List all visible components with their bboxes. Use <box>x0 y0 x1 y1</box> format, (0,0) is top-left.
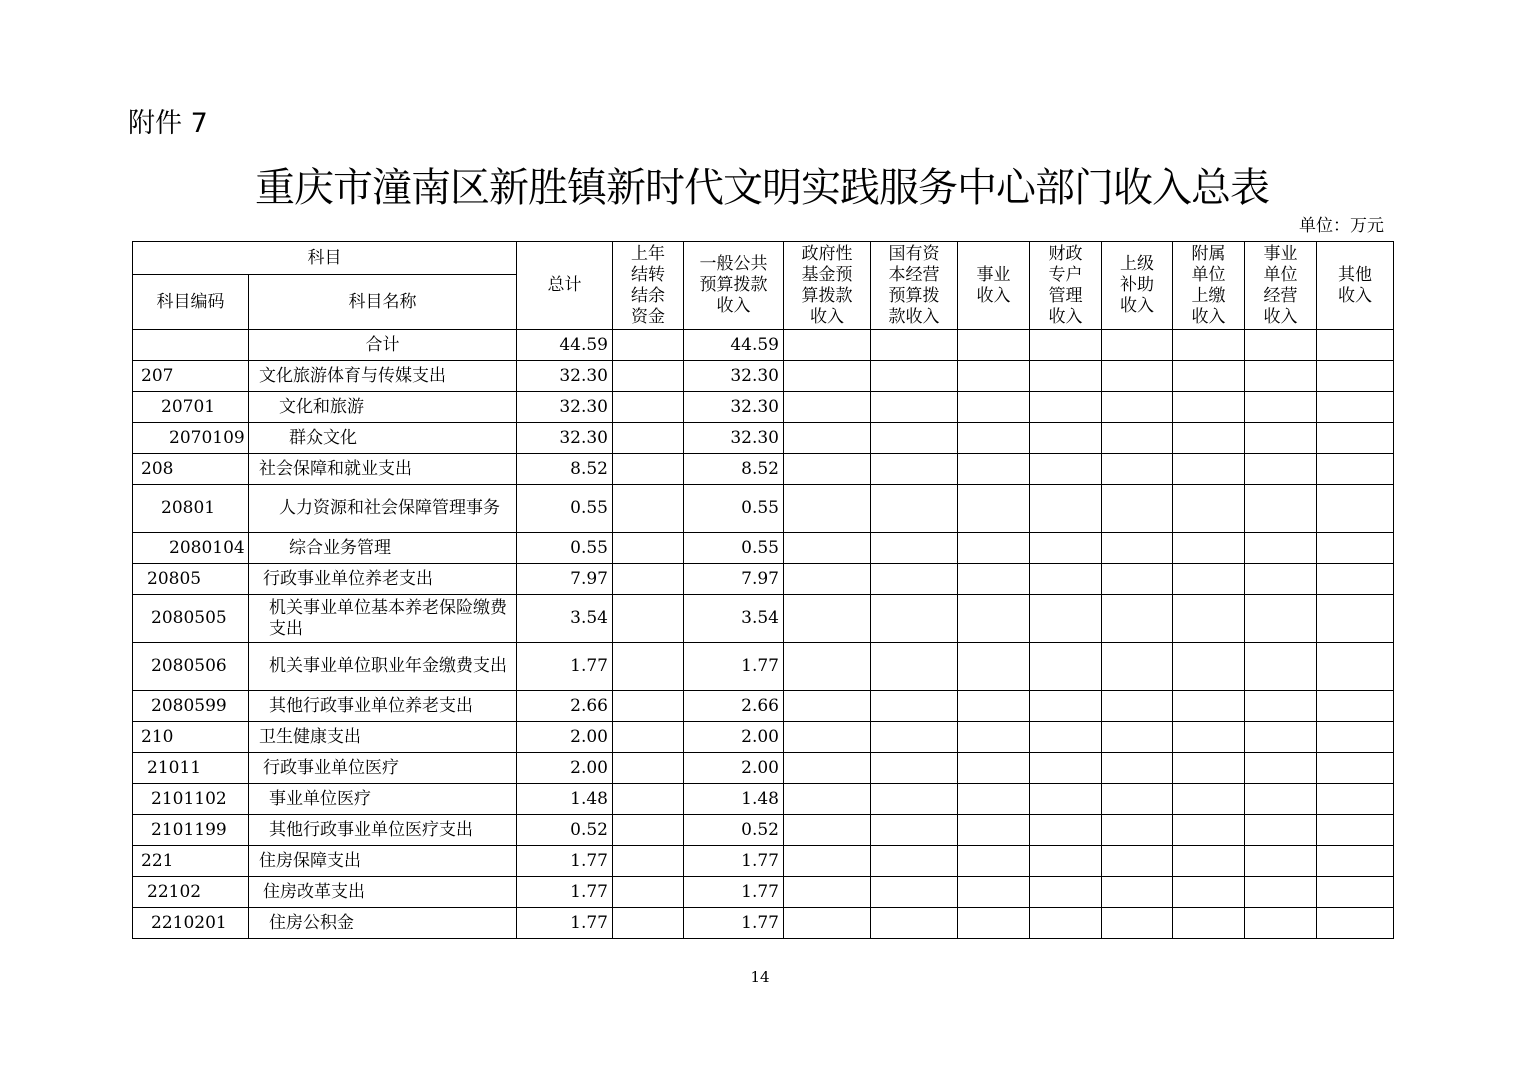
subject-code-cell: 207 <box>133 361 249 392</box>
empty-income-cell <box>958 485 1030 533</box>
empty-income-cell <box>1317 643 1394 691</box>
total-cell: 1.77 <box>517 877 613 908</box>
empty-income-cell <box>958 722 1030 753</box>
subject-code-cell: 208 <box>133 454 249 485</box>
table-row <box>133 908 1394 939</box>
table-row <box>133 423 1394 454</box>
empty-income-cell <box>871 361 958 392</box>
subject-code-cell: 210 <box>133 722 249 753</box>
empty-income-cell <box>958 533 1030 564</box>
empty-income-cell <box>1317 846 1394 877</box>
general-budget-cell: 3.54 <box>684 595 784 643</box>
subject-name-cell: 社会保障和就业支出 <box>249 454 517 485</box>
subject-name-cell: 文化和旅游 <box>249 392 517 423</box>
empty-income-cell <box>1245 691 1317 722</box>
empty-income-cell <box>1317 392 1394 423</box>
subject-code-cell: 21011 <box>133 753 249 784</box>
empty-income-cell <box>784 784 871 815</box>
empty-income-cell <box>1102 533 1173 564</box>
general-budget-cell: 32.30 <box>684 392 784 423</box>
empty-income-cell <box>1173 533 1245 564</box>
empty-income-cell <box>784 595 871 643</box>
empty-income-cell <box>1245 423 1317 454</box>
empty-income-cell <box>1317 330 1394 361</box>
empty-income-cell <box>784 454 871 485</box>
empty-income-cell <box>871 423 958 454</box>
subject-code-cell: 2210201 <box>133 908 249 939</box>
subject-name-cell: 其他行政事业单位养老支出 <box>249 691 517 722</box>
empty-income-cell <box>1102 361 1173 392</box>
empty-income-cell <box>784 722 871 753</box>
carryover-cell <box>613 877 684 908</box>
empty-income-cell <box>958 330 1030 361</box>
table-row <box>133 815 1394 846</box>
attachment-label: 附件 7 <box>128 108 208 139</box>
header-subject: 科目 <box>133 242 517 275</box>
subject-code-cell: 20701 <box>133 392 249 423</box>
empty-income-cell <box>871 330 958 361</box>
empty-income-cell <box>1030 485 1102 533</box>
subject-code-cell: 2101102 <box>133 784 249 815</box>
table-row <box>133 330 1394 361</box>
carryover-cell <box>613 908 684 939</box>
table-row <box>133 392 1394 423</box>
empty-income-cell <box>1173 330 1245 361</box>
carryover-cell <box>613 722 684 753</box>
empty-income-cell <box>1245 361 1317 392</box>
empty-income-cell <box>1245 643 1317 691</box>
empty-income-cell <box>1102 392 1173 423</box>
general-budget-cell: 2.00 <box>684 753 784 784</box>
empty-income-cell <box>784 815 871 846</box>
subject-code-cell: 2070109 <box>133 423 249 454</box>
empty-income-cell <box>784 533 871 564</box>
empty-income-cell <box>1317 485 1394 533</box>
empty-income-cell <box>958 454 1030 485</box>
income-summary-table <box>132 241 1394 939</box>
empty-income-cell <box>1102 423 1173 454</box>
empty-income-cell <box>1317 691 1394 722</box>
empty-income-cell <box>871 815 958 846</box>
empty-income-cell <box>1245 564 1317 595</box>
table-row <box>133 846 1394 877</box>
general-budget-cell: 2.00 <box>684 722 784 753</box>
empty-income-cell <box>1173 753 1245 784</box>
empty-income-cell <box>871 908 958 939</box>
empty-income-cell <box>1173 361 1245 392</box>
empty-income-cell <box>1102 691 1173 722</box>
table-row <box>133 753 1394 784</box>
total-cell: 8.52 <box>517 454 613 485</box>
empty-income-cell <box>1245 815 1317 846</box>
empty-income-cell <box>871 877 958 908</box>
empty-income-cell <box>1030 392 1102 423</box>
empty-income-cell <box>1317 908 1394 939</box>
table-row <box>133 595 1394 643</box>
subject-name-cell: 其他行政事业单位医疗支出 <box>249 815 517 846</box>
empty-income-cell <box>1317 753 1394 784</box>
empty-income-cell <box>1245 722 1317 753</box>
total-cell: 44.59 <box>517 330 613 361</box>
empty-income-cell <box>1317 877 1394 908</box>
empty-income-cell <box>784 330 871 361</box>
table-body <box>133 330 1394 939</box>
empty-income-cell <box>1317 533 1394 564</box>
empty-income-cell <box>958 908 1030 939</box>
table-row <box>133 361 1394 392</box>
empty-income-cell <box>784 908 871 939</box>
subject-name-cell: 卫生健康支出 <box>249 722 517 753</box>
carryover-cell <box>613 564 684 595</box>
general-budget-cell: 1.48 <box>684 784 784 815</box>
empty-income-cell <box>1102 908 1173 939</box>
subject-name-cell: 事业单位医疗 <box>249 784 517 815</box>
empty-income-cell <box>1245 846 1317 877</box>
empty-income-cell <box>1245 533 1317 564</box>
empty-income-cell <box>1317 564 1394 595</box>
empty-income-cell <box>1030 815 1102 846</box>
header-state-capital: 国有资 本经营 预算拨 款收入 <box>871 242 958 330</box>
empty-income-cell <box>1173 485 1245 533</box>
page-title: 重庆市潼南区新胜镇新时代文明实践服务中心部门收入总表 <box>255 165 1269 211</box>
empty-income-cell <box>1102 643 1173 691</box>
empty-income-cell <box>871 691 958 722</box>
subject-name-cell: 住房保障支出 <box>249 846 517 877</box>
subject-name-cell: 文化旅游体育与传媒支出 <box>249 361 517 392</box>
total-cell: 0.52 <box>517 815 613 846</box>
empty-income-cell <box>784 485 871 533</box>
empty-income-cell <box>1102 784 1173 815</box>
empty-income-cell <box>1317 361 1394 392</box>
subject-name-cell: 行政事业单位养老支出 <box>249 564 517 595</box>
general-budget-cell: 44.59 <box>684 330 784 361</box>
total-cell: 0.55 <box>517 533 613 564</box>
empty-income-cell <box>871 392 958 423</box>
subject-name-cell: 群众文化 <box>249 423 517 454</box>
general-budget-cell: 1.77 <box>684 908 784 939</box>
empty-income-cell <box>1317 595 1394 643</box>
header-total: 总计 <box>517 242 613 330</box>
empty-income-cell <box>1173 784 1245 815</box>
carryover-cell <box>613 361 684 392</box>
header-fiscal-account: 财政 专户 管理 收入 <box>1030 242 1102 330</box>
unit-label: 单位：万元 <box>1299 216 1384 236</box>
empty-income-cell <box>1102 753 1173 784</box>
total-cell: 32.30 <box>517 392 613 423</box>
header-business-income: 事业 收入 <box>958 242 1030 330</box>
empty-income-cell <box>784 392 871 423</box>
empty-income-cell <box>1245 330 1317 361</box>
empty-income-cell <box>958 753 1030 784</box>
empty-income-cell <box>871 533 958 564</box>
empty-income-cell <box>1102 330 1173 361</box>
empty-income-cell <box>1030 643 1102 691</box>
empty-income-cell <box>871 643 958 691</box>
empty-income-cell <box>1173 877 1245 908</box>
empty-income-cell <box>1173 846 1245 877</box>
empty-income-cell <box>1173 722 1245 753</box>
empty-income-cell <box>958 392 1030 423</box>
empty-income-cell <box>1245 784 1317 815</box>
subject-code-cell: 2080506 <box>133 643 249 691</box>
empty-income-cell <box>1245 454 1317 485</box>
empty-income-cell <box>1030 423 1102 454</box>
subject-code-cell: 2080505 <box>133 595 249 643</box>
empty-income-cell <box>871 722 958 753</box>
total-cell: 0.55 <box>517 485 613 533</box>
empty-income-cell <box>1102 815 1173 846</box>
empty-income-cell <box>958 691 1030 722</box>
empty-income-cell <box>1245 753 1317 784</box>
carryover-cell <box>613 691 684 722</box>
table-row <box>133 784 1394 815</box>
empty-income-cell <box>958 361 1030 392</box>
empty-income-cell <box>1173 423 1245 454</box>
total-cell: 3.54 <box>517 595 613 643</box>
empty-income-cell <box>1173 564 1245 595</box>
general-budget-cell: 0.55 <box>684 533 784 564</box>
empty-income-cell <box>784 564 871 595</box>
carryover-cell <box>613 753 684 784</box>
empty-income-cell <box>1030 533 1102 564</box>
empty-income-cell <box>871 784 958 815</box>
carryover-cell <box>613 533 684 564</box>
carryover-cell <box>613 595 684 643</box>
empty-income-cell <box>871 564 958 595</box>
carryover-cell <box>613 643 684 691</box>
empty-income-cell <box>1102 454 1173 485</box>
header-affiliated-remit: 附属 单位 上缴 收入 <box>1173 242 1245 330</box>
empty-income-cell <box>784 643 871 691</box>
header-subject-code: 科目编码 <box>133 275 249 330</box>
subject-name-cell: 行政事业单位医疗 <box>249 753 517 784</box>
table-row <box>133 643 1394 691</box>
empty-income-cell <box>1173 691 1245 722</box>
general-budget-cell: 32.30 <box>684 423 784 454</box>
empty-income-cell <box>958 846 1030 877</box>
empty-income-cell <box>1102 722 1173 753</box>
empty-income-cell <box>784 753 871 784</box>
general-budget-cell: 32.30 <box>684 361 784 392</box>
empty-income-cell <box>784 877 871 908</box>
header-carryover: 上年 结转 结余 资金 <box>613 242 684 330</box>
general-budget-cell: 1.77 <box>684 643 784 691</box>
general-budget-cell: 1.77 <box>684 846 784 877</box>
subject-name-cell: 住房改革支出 <box>249 877 517 908</box>
empty-income-cell <box>1030 330 1102 361</box>
total-cell: 1.48 <box>517 784 613 815</box>
empty-income-cell <box>871 485 958 533</box>
subject-code-cell: 2101199 <box>133 815 249 846</box>
empty-income-cell <box>871 595 958 643</box>
empty-income-cell <box>1317 784 1394 815</box>
total-cell: 7.97 <box>517 564 613 595</box>
carryover-cell <box>613 330 684 361</box>
header-superior-subsidy: 上级 补助 收入 <box>1102 242 1173 330</box>
carryover-cell <box>613 846 684 877</box>
empty-income-cell <box>958 595 1030 643</box>
header-business-operation: 事业 单位 经营 收入 <box>1245 242 1317 330</box>
empty-income-cell <box>871 846 958 877</box>
empty-income-cell <box>1245 485 1317 533</box>
subject-code-cell: 221 <box>133 846 249 877</box>
header-subject-name: 科目名称 <box>249 275 517 330</box>
empty-income-cell <box>784 361 871 392</box>
empty-income-cell <box>1030 877 1102 908</box>
empty-income-cell <box>1245 877 1317 908</box>
table-row <box>133 533 1394 564</box>
subject-name-cell: 机关事业单位职业年金缴费支出 <box>249 643 517 691</box>
carryover-cell <box>613 815 684 846</box>
empty-income-cell <box>1317 423 1394 454</box>
empty-income-cell <box>1102 485 1173 533</box>
empty-income-cell <box>1173 454 1245 485</box>
empty-income-cell <box>1173 392 1245 423</box>
empty-income-cell <box>958 643 1030 691</box>
total-cell: 1.77 <box>517 643 613 691</box>
empty-income-cell <box>1102 595 1173 643</box>
empty-income-cell <box>784 846 871 877</box>
empty-income-cell <box>1245 392 1317 423</box>
header-other-income: 其他 收入 <box>1317 242 1394 330</box>
general-budget-cell: 1.77 <box>684 877 784 908</box>
subject-name-cell: 住房公积金 <box>249 908 517 939</box>
carryover-cell <box>613 392 684 423</box>
empty-income-cell <box>1102 564 1173 595</box>
carryover-cell <box>613 454 684 485</box>
total-cell: 32.30 <box>517 361 613 392</box>
empty-income-cell <box>1173 643 1245 691</box>
empty-income-cell <box>871 454 958 485</box>
subject-code-cell: 2080104 <box>133 533 249 564</box>
empty-income-cell <box>958 815 1030 846</box>
empty-income-cell <box>1173 815 1245 846</box>
empty-income-cell <box>958 564 1030 595</box>
empty-income-cell <box>1102 846 1173 877</box>
page-number: 14 <box>750 968 770 986</box>
general-budget-cell: 0.55 <box>684 485 784 533</box>
empty-income-cell <box>1030 784 1102 815</box>
empty-income-cell <box>1245 908 1317 939</box>
subject-name-cell: 人力资源和社会保障管理事务 <box>249 485 517 533</box>
general-budget-cell: 2.66 <box>684 691 784 722</box>
table-row <box>133 485 1394 533</box>
empty-income-cell <box>1102 877 1173 908</box>
subject-code-cell: 20805 <box>133 564 249 595</box>
total-cell: 2.00 <box>517 722 613 753</box>
table-row <box>133 454 1394 485</box>
total-cell: 2.00 <box>517 753 613 784</box>
empty-income-cell <box>958 877 1030 908</box>
empty-income-cell <box>1317 722 1394 753</box>
subject-code-cell: 20801 <box>133 485 249 533</box>
empty-income-cell <box>784 691 871 722</box>
carryover-cell <box>613 485 684 533</box>
empty-income-cell <box>1030 753 1102 784</box>
subject-name-cell: 综合业务管理 <box>249 533 517 564</box>
subject-name-cell: 机关事业单位基本养老保险缴费支出 <box>249 595 517 643</box>
empty-income-cell <box>958 784 1030 815</box>
general-budget-cell: 0.52 <box>684 815 784 846</box>
general-budget-cell: 7.97 <box>684 564 784 595</box>
empty-income-cell <box>1030 595 1102 643</box>
empty-income-cell <box>1030 908 1102 939</box>
general-budget-cell: 8.52 <box>684 454 784 485</box>
empty-income-cell <box>784 423 871 454</box>
total-cell: 2.66 <box>517 691 613 722</box>
total-cell: 32.30 <box>517 423 613 454</box>
empty-income-cell <box>1030 722 1102 753</box>
empty-income-cell <box>871 753 958 784</box>
empty-income-cell <box>958 423 1030 454</box>
empty-income-cell <box>1030 691 1102 722</box>
table-row <box>133 691 1394 722</box>
carryover-cell <box>613 423 684 454</box>
empty-income-cell <box>1173 908 1245 939</box>
subject-code-cell: 2080599 <box>133 691 249 722</box>
empty-income-cell <box>1030 564 1102 595</box>
carryover-cell <box>613 784 684 815</box>
subject-name-cell: 合计 <box>249 330 517 361</box>
empty-income-cell <box>1317 815 1394 846</box>
empty-income-cell <box>1173 595 1245 643</box>
header-gov-fund: 政府性 基金预 算拨款 收入 <box>784 242 871 330</box>
total-cell: 1.77 <box>517 908 613 939</box>
empty-income-cell <box>1030 361 1102 392</box>
empty-income-cell <box>1030 846 1102 877</box>
subject-code-cell: 22102 <box>133 877 249 908</box>
total-cell: 1.77 <box>517 846 613 877</box>
empty-income-cell <box>1245 595 1317 643</box>
table-row <box>133 722 1394 753</box>
table-row <box>133 877 1394 908</box>
subject-code-cell <box>133 330 249 361</box>
empty-income-cell <box>1317 454 1394 485</box>
empty-income-cell <box>1030 454 1102 485</box>
table-row <box>133 564 1394 595</box>
header-general-budget: 一般公共 预算拨款 收入 <box>684 242 784 330</box>
